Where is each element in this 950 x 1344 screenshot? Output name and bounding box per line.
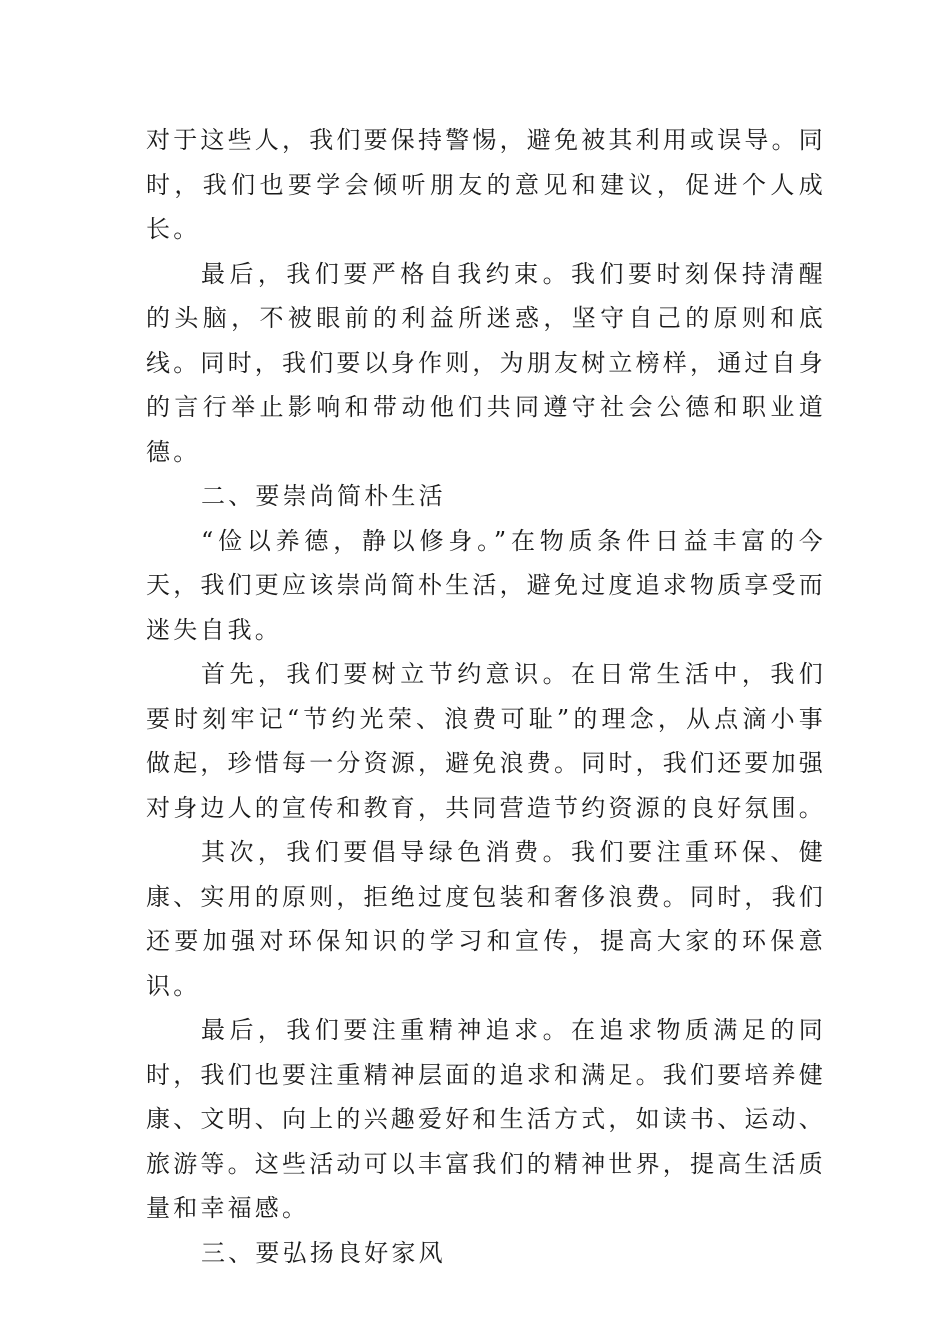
section-heading-simple-life: 二、要崇尚简朴生活 bbox=[201, 482, 446, 510]
section-heading-family-tradition: 三、要弘扬良好家风 bbox=[201, 1238, 446, 1267]
paragraph-self-discipline: 最后，我们要严格自我约束。我们要时刻保持清醒的头脑，不被眼前的利益所迷惑，坚守自己的原则和底线。同时，我们要以身作则，为朋友树立榜样，通过自身的言行举止影响和带动他们共同遵守社会公德和职业道德。 bbox=[146, 259, 826, 466]
paragraph-spiritual-pursuit: 最后，我们要注重精神追求。在追求物质满足的同时，我们也要注重精神层面的追求和满足。我们要培养健康、文明、向上的兴趣爱好和生活方式，如读书、运动、旅游等。这些活动可以丰富我们的精神世界，提高生活质量和幸福感。 bbox=[146, 1016, 826, 1222]
paragraph-frugality-quote: “俭以养德，静以修身。”在物质条件日益丰富的今天，我们更应该崇尚简朴生活，避免过度追求物质享受而迷失自我。 bbox=[146, 526, 826, 644]
paragraph-saving-awareness: 首先，我们要树立节约意识。在日常生活中，我们要时刻牢记“节约光荣、浪费可耻”的理念，从点滴小事做起，珍惜每一分资源，避免浪费。同时，我们还要加强对身边人的宣传和教育，共同营造节约资源的良好氛围。 bbox=[146, 660, 826, 822]
document-body bbox=[146, 118, 826, 1275]
paragraph-continuation: 对于这些人，我们要保持警惕，避免被其利用或误导。同时，我们也要学会倾听朋友的意见和建议，促进个人成长。 bbox=[146, 126, 826, 243]
paragraph-green-consumption: 其次，我们要倡导绿色消费。我们要注重环保、健康、实用的原则，拒绝过度包装和奢侈浪费。同时，我们还要加强对环保知识的学习和宣传，提高大家的环保意识。 bbox=[146, 838, 826, 1000]
